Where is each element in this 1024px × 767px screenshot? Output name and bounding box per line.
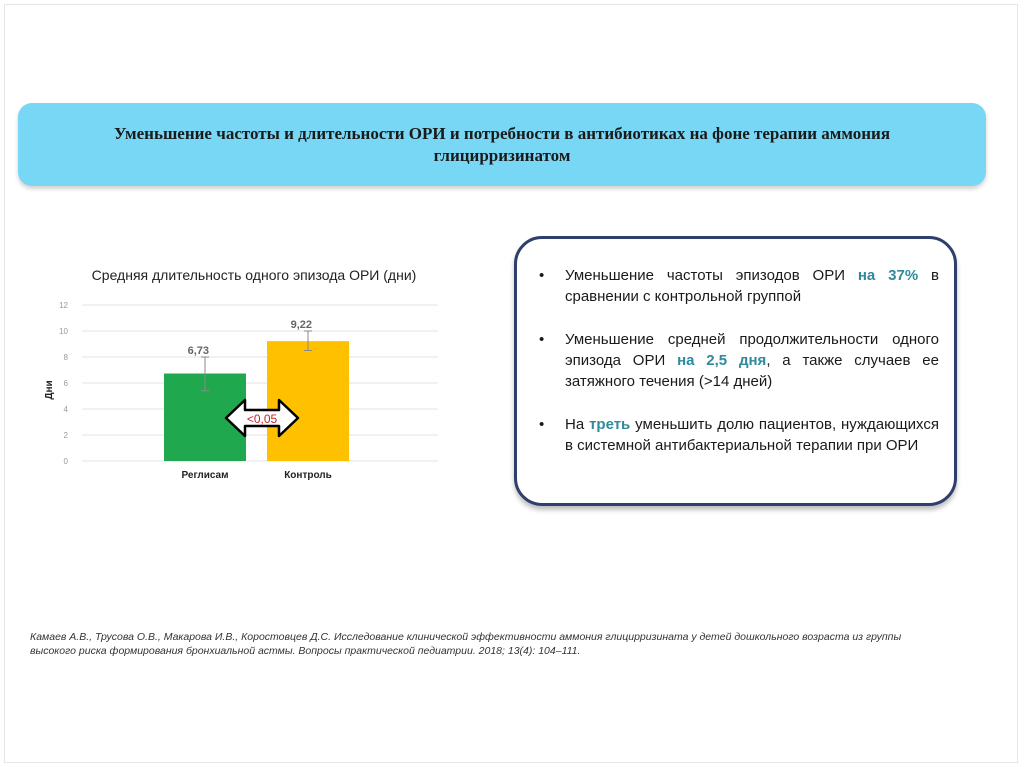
y-tick-label: 10 bbox=[59, 327, 68, 336]
title-banner bbox=[18, 103, 986, 186]
chart-title: Средняя длительность одного эпизода ОРИ (дни) bbox=[91, 267, 417, 283]
bullet-icon: • bbox=[539, 331, 545, 348]
y-tick-label: 4 bbox=[63, 405, 68, 414]
chart-svg bbox=[40, 260, 460, 500]
finding-item: • Уменьшение частоты эпизодов ОРИ на 37% в сравнении с контрольной группой bbox=[539, 267, 940, 305]
data-label: 9,22 bbox=[290, 319, 312, 331]
y-tick-label: 8 bbox=[63, 353, 68, 362]
findings-box bbox=[514, 236, 957, 506]
x-tick-label: Реглисам bbox=[181, 470, 229, 481]
highlight-text: на 37% bbox=[857, 267, 919, 284]
bullet-icon: • bbox=[539, 416, 545, 433]
y-tick-label: 12 bbox=[59, 301, 68, 310]
highlight-text: на 2,5 дня bbox=[677, 352, 767, 369]
slide-title: Уменьшение частоты и длительности ОРИ и потребности в антибиотиках на фоне терапии аммония глицирризинатом bbox=[113, 123, 891, 165]
findings-list bbox=[539, 265, 939, 478]
y-tick-label: 2 bbox=[63, 431, 68, 440]
bar-chart bbox=[40, 260, 460, 500]
citation: Камаев А.В., Трусова О.В., Макарова И.В., Коростовцев Д.С. Исследование клинической эффективности аммония глицирризината у детей дошкольного возраста из группы высокого риска формирования бронхиальной астмы. Вопросы практической педиатрии. 2018; 13(4): 104–111. bbox=[30, 631, 902, 657]
highlight-text: треть bbox=[589, 416, 631, 433]
finding-item: • На треть уменьшить долю пациентов, нуждающихся в системной антибактериальной терапии при ОРИ bbox=[539, 416, 940, 454]
y-tick-label: 0 bbox=[63, 457, 68, 466]
y-axis-label: Дни bbox=[44, 380, 55, 400]
bullet-icon: • bbox=[539, 267, 545, 284]
finding-item: • Уменьшение средней продолжительности одного эпизода ОРИ на 2,5 дня, а также случаев ее затяжного течения (>14 дней) bbox=[539, 331, 939, 390]
y-tick-label: 6 bbox=[63, 379, 68, 388]
p-value-annotation: <0,05 bbox=[246, 412, 278, 426]
x-tick-label: Контроль bbox=[284, 470, 332, 481]
data-label: 6,73 bbox=[187, 345, 209, 357]
